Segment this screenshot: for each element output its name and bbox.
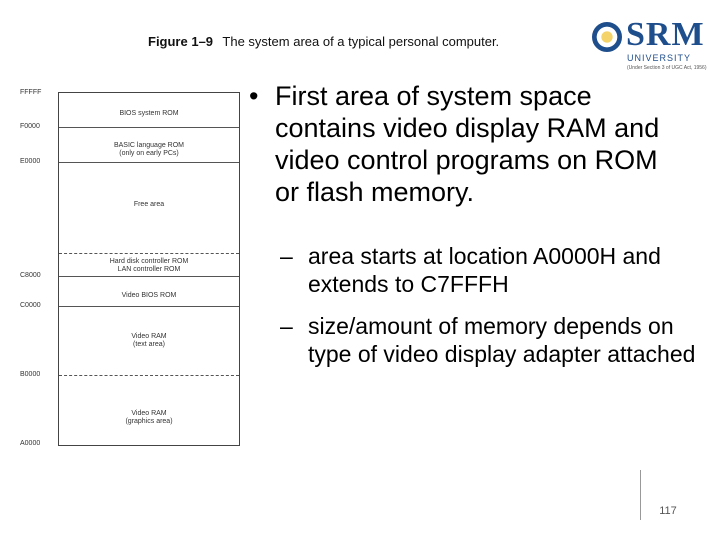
segment-basic-language-rom: BASIC language ROM (only on early PCs) [113, 142, 185, 157]
university-seal-icon [592, 22, 622, 52]
logo-brand: SRM [626, 16, 705, 53]
segment-divider [59, 306, 239, 307]
sub-bullet-text: area starts at location A0000H and extends to C7FFFH [308, 243, 661, 297]
address-label: C0000 [20, 302, 41, 309]
segment-video-bios-rom: Video BIOS ROM [121, 292, 177, 299]
address-label: F0000 [20, 123, 40, 130]
segment-controller-rom: Hard disk controller ROM LAN controller ROM [109, 258, 189, 273]
page-number: 117 [659, 505, 677, 517]
segment-divider [59, 253, 239, 254]
segment-bios-system-rom: BIOS system ROM [119, 110, 179, 117]
sub-bullet [280, 242, 700, 298]
figure-caption-text: The system area of a typical personal computer. [222, 34, 500, 49]
srm-university-logo [592, 16, 710, 78]
segment-video-ram-text: Video RAM (text area) [131, 333, 167, 348]
sub-bullet-marker: – [280, 243, 293, 269]
figure-number: Figure 1–9 [148, 34, 214, 49]
segment-divider [59, 375, 239, 376]
segment-divider [59, 127, 239, 128]
address-label: A0000 [20, 440, 41, 447]
main-bullet [249, 80, 689, 208]
bullet-marker: • [249, 81, 259, 111]
logo-subtitle: UNIVERSITY [627, 53, 692, 63]
main-bullet-text: First area of system space contains video display RAM and video control programs on ROM or flash memory. [275, 81, 660, 207]
segment-free-area: Free area [133, 201, 165, 208]
segment-divider [59, 276, 239, 277]
segment-video-ram-graphics: Video RAM (graphics area) [125, 410, 173, 425]
memory-map-diagram [20, 86, 220, 450]
memory-map-box [58, 92, 240, 446]
address-label: FFFFF [20, 89, 42, 96]
figure-caption [148, 34, 499, 49]
sub-bullet [280, 312, 700, 368]
sub-bullet-marker: – [280, 313, 293, 339]
logo-tagline: (Under Section 3 of UGC Act, 1956) [627, 65, 707, 71]
segment-divider [59, 162, 239, 163]
address-label: E0000 [20, 158, 41, 165]
address-label: C8000 [20, 272, 41, 279]
sub-bullet-text: size/amount of memory depends on type of video display adapter attached [308, 313, 696, 367]
address-label: B0000 [20, 371, 41, 378]
